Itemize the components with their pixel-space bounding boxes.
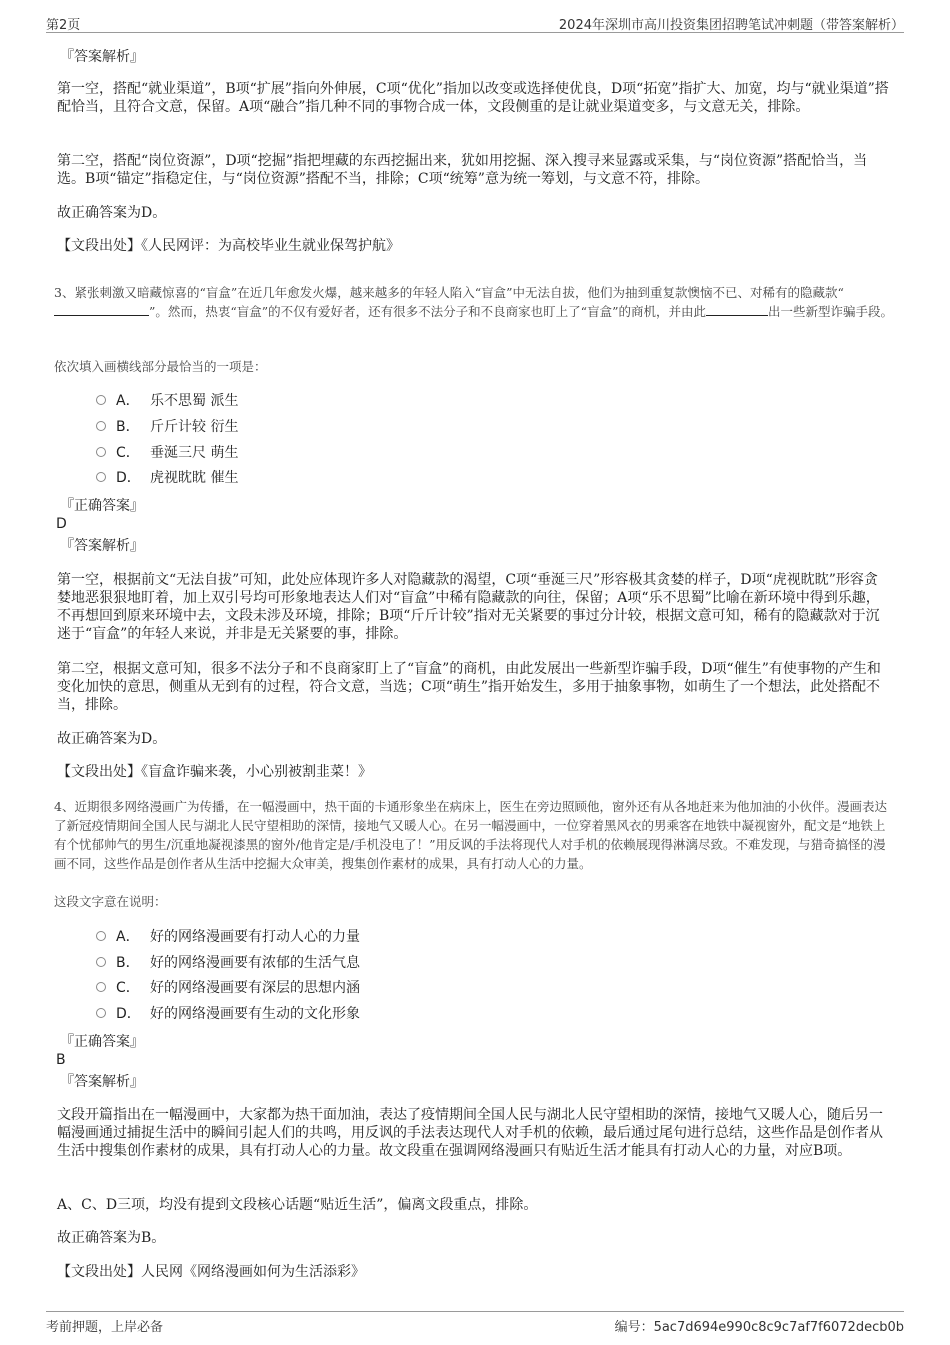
footer-slogan: 考前押题，上岸必备 — [46, 1320, 164, 1335]
fill-blank — [54, 303, 149, 316]
radio-icon[interactable] — [96, 982, 106, 992]
analysis-paragraph: 第二空，根据文意可知，很多不法分子和不良商家盯上了“盲盒”的商机，由此发展出一些新型诈骗手段，D项“催生”有使事物的产生和变化加快的意思，侧重从无到有的过程，符合文意，当选；C项“萌生”指开始发生，多用于抽象事物，如萌生了一个想法，此处搭配不当，排除。 — [57, 661, 881, 713]
radio-icon[interactable] — [96, 395, 106, 405]
page-header — [46, 12, 904, 33]
page-footer — [46, 1311, 904, 1336]
radio-icon[interactable] — [96, 931, 106, 941]
radio-icon[interactable] — [96, 421, 106, 431]
document-title: 2024年深圳市高川投资集团招聘笔试冲刺题（带答案解析） — [558, 18, 904, 33]
analysis-paragraph: 文段开篇指出在一幅漫画中，大家都为热干面加油，表达了疫情期间全国人民与湖北人民守望相助的深情，接地气又暖人心，随后另一幅漫画通过捕捉生活中的瞬间引起人们的共鸣，用反讽的手法表达现代人对手机的依赖，最后通过尾句进行总结，这些作品是创作者从生活中搜集创作素材的成果，具有打动人心的力量。故文段重在强调网络漫画只有贴近生活才能具有打动人心的力量，对应B项。 — [57, 1107, 883, 1159]
option-b[interactable]: B． 斤斤计较 衍生 — [96, 418, 238, 436]
correct-answer-label: 『正确答案』 — [60, 1034, 144, 1050]
correct-answer-label: 『正确答案』 — [60, 498, 144, 514]
source-citation: 【文段出处】人民网《网络漫画如何为生活添彩》 — [57, 1264, 365, 1280]
analysis-label: 『答案解析』 — [60, 49, 144, 65]
option-d[interactable]: D． 好的网络漫画要有生动的文化形象 — [96, 1005, 360, 1023]
correct-answer: D — [56, 516, 67, 532]
page-number: 第2页 — [46, 18, 81, 33]
analysis-paragraph: A、C、D三项，均没有提到文段核心话题“贴近生活”，偏离文段重点，排除。 — [57, 1197, 538, 1213]
analysis-label: 『答案解析』 — [60, 538, 144, 554]
radio-icon[interactable] — [96, 1008, 106, 1018]
analysis-label: 『答案解析』 — [60, 1074, 144, 1090]
option-d[interactable]: D． 虎视眈眈 催生 — [96, 469, 238, 487]
source-citation: 【文段出处】《人民网评：为高校毕业生就业保驾护航》 — [57, 238, 400, 254]
option-c[interactable]: C． 好的网络漫画要有深层的思想内涵 — [96, 979, 360, 997]
question-stem: 4、近期很多网络漫画广为传播，在一幅漫画中，热干面的卡通形象坐在病床上，医生在旁边照顾他，窗外还有从各地赶来为他加油的小伙伴。漫画表达了新冠疫情期间全国人民与湖北人民守望相助的深情，接地气又暖人心。在另一幅漫画中，一位穿着黑风衣的男乘客在地铁中凝视窗外，配文是“地铁上有个忧郁帅气的男生/沉重地凝视漆黑的窗外/他肯定是/手机没电了！”用反讽的手法将现代人对手机的依赖展现得淋漓尽致。不难发现，与猎奇搞怪的漫画不同，这些作品是创作者从生活中挖掘大众审美，搜集创作素材的成果，具有打动人心的力量。 — [54, 799, 887, 871]
conclusion: 故正确答案为B。 — [57, 1230, 166, 1246]
option-b[interactable]: B． 好的网络漫画要有浓郁的生活气息 — [96, 954, 360, 972]
analysis-paragraph: 第一空，搭配“就业渠道”，B项“扩展”指向外伸展，C项“优化”指加以改变或选择使优良，D项“拓宽”指扩大、加宽，均与“就业渠道”搭配恰当，且符合文意，保留。A项“融合”指几种不同的事物合成一体，文段侧重的是让就业渠道变多，与文意无关，排除。 — [57, 81, 889, 115]
option-a[interactable]: A． 乐不思蜀 派生 — [96, 392, 238, 410]
fill-blank — [706, 303, 768, 316]
radio-icon[interactable] — [96, 447, 106, 457]
conclusion: 故正确答案为D。 — [57, 205, 167, 221]
option-a[interactable]: A． 好的网络漫画要有打动人心的力量 — [96, 928, 360, 946]
question-stem: 3、紧张刺激又暗藏惊喜的“盲盒”在近几年愈发火爆，越来越多的年轻人陷入“盲盒”中无法自拔，他们为抽到重复款懊恼不已、对稀有的隐藏款“”。然而，热衷“盲盒”的不仅有爱好者，还有很多不法分子和不良商家也盯上了“盲盒”的商机，并由此 出一些新型诈骗手段。 — [54, 285, 893, 319]
question-prompt: 这段文字意在说明： — [54, 894, 167, 909]
correct-answer: B — [56, 1052, 66, 1068]
conclusion: 故正确答案为D。 — [57, 731, 167, 747]
document-code: 编号：5ac7d694e990c8c9c7af7f6072decb0b — [614, 1320, 904, 1335]
analysis-paragraph: 第一空，根据前文“无法自拔”可知，此处应体现许多人对隐藏款的渴望，C项“垂涎三尺”形容极其贪婪的样子，D项“虎视眈眈”形容贪婪地恶狠狠地盯着，加上双引号均可形象地表达人们对“盲盒”中稀有隐藏款的向往，保留；A项“乐不思蜀”比喻在新环境中得到乐趣，不再想回到原来环境中去，文段未涉及环境，排除；B项“斤斤计较”指对无关紧要的事过分计较，根据文意可知，稀有的隐藏款对于沉迷于“盲盒”的年轻人来说，并非是无关紧要的事，排除。 — [57, 572, 880, 642]
radio-icon[interactable] — [96, 957, 106, 967]
source-citation: 【文段出处】《盲盒诈骗来袭，小心别被割韭菜！》 — [57, 764, 372, 780]
option-c[interactable]: C． 垂涎三尺 萌生 — [96, 444, 238, 462]
analysis-paragraph: 第二空，搭配“岗位资源”，D项“挖掘”指把埋藏的东西挖掘出来，犹如用挖掘、深入搜寻来显露或采集，与“岗位资源”搭配恰当，当选。B项“锚定”指稳定住，与“岗位资源”搭配不当，排除；C项“统筹”意为统一筹划，与文意不符，排除。 — [57, 153, 868, 187]
question-prompt: 依次填入画横线部分最恰当的一项是： — [54, 359, 267, 374]
radio-icon[interactable] — [96, 472, 106, 482]
